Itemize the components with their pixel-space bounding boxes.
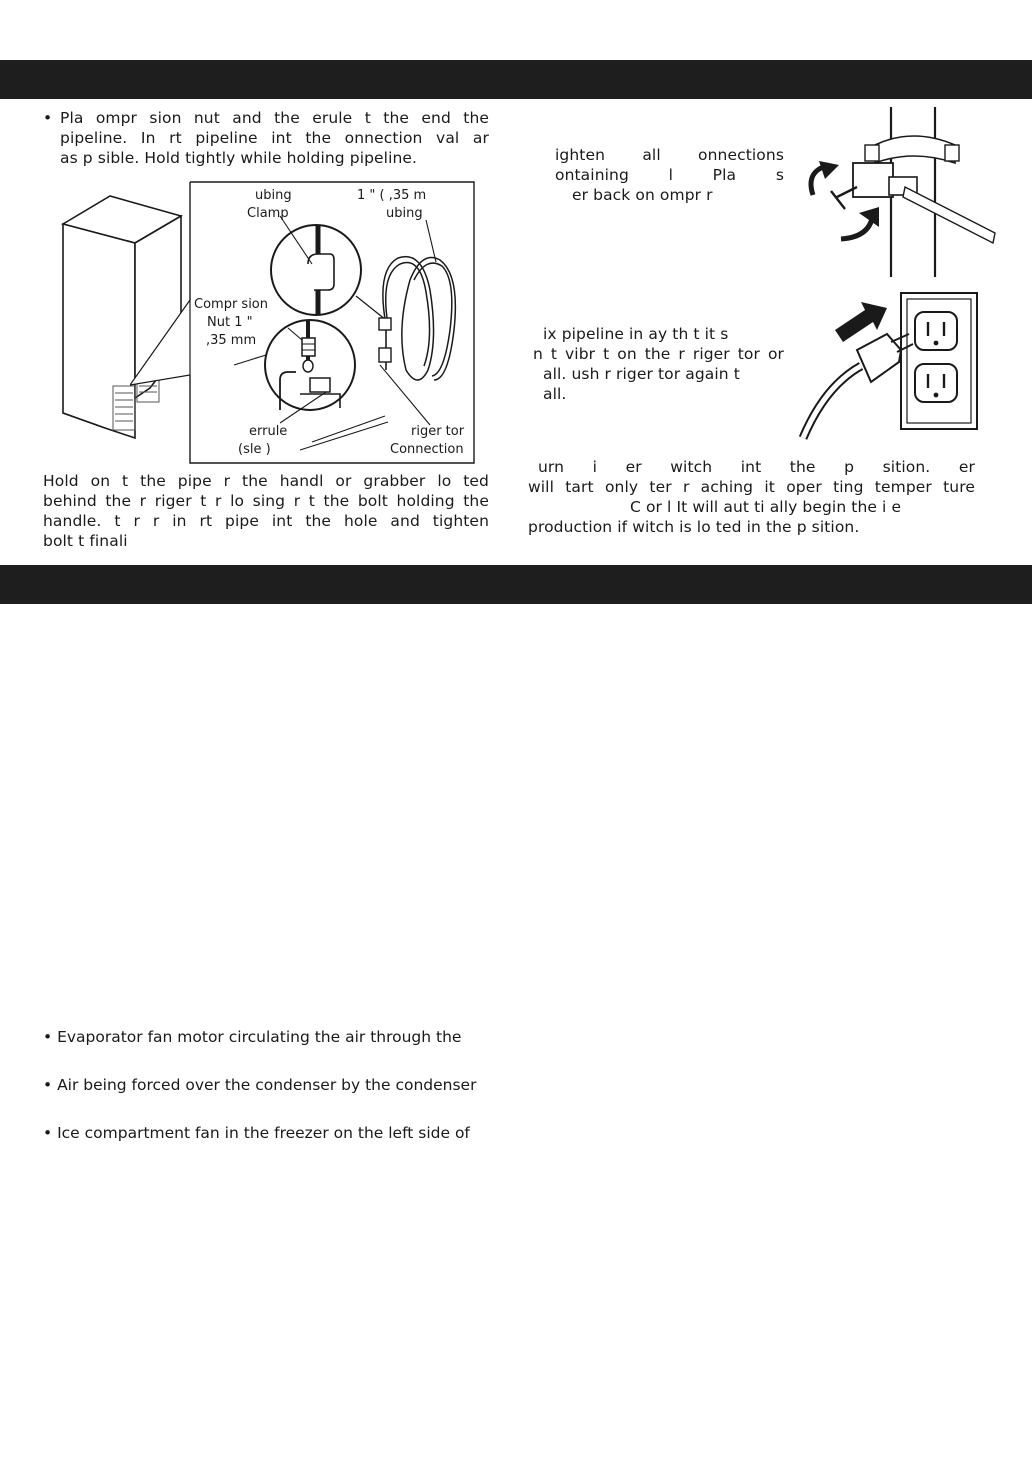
step-line: ontaining l Pla s [555,166,784,184]
list-item: • Evaporator fan motor circulating the air through the [43,1028,462,1046]
step-bullet: • [43,109,53,127]
paragraph-line: urn i er witch int the p sition. er [538,458,975,476]
label-nut: Nut 1 " [207,315,253,330]
section-header-bar-bottom [0,565,1032,604]
paragraph-line: bolt t finali [43,532,128,550]
section-header-bar-top [0,60,1032,99]
paragraph-line: behind the r riger t r lo sing r t the bolt holding the [43,492,489,510]
label-connection: Connection [390,442,464,457]
label-tubing-clamp: ubing [255,188,292,203]
label-compression: Compr sion [194,297,269,312]
fix-pipeline-step [533,324,784,404]
step-line: as p sible. Hold tightly while holding pipeline. [60,149,418,167]
paragraph-line: will tart only ter r aching it oper ting temper ture [528,478,975,496]
right-paragraph [528,457,975,537]
label-tubing-size: 1 " ( ,35 m [357,188,427,203]
label-ferrule: errule [249,424,288,439]
label-sleeve: (sle ) [238,442,271,457]
step-line: n t vibr t on the r riger tor or [533,345,784,363]
label-refrigerator: riger tor [411,424,465,439]
label-mm: ,35 mm [206,333,257,348]
list-item: • Ice compartment fan in the freezer on the left side of [43,1124,470,1142]
valve-tightening-illustration [795,105,1000,280]
list-item: • Air being forced over the condenser by the condenser [43,1076,477,1094]
connection-detail-diagram [130,180,475,465]
paragraph-line: C or l It will aut ti ally begin the i e [630,498,902,516]
step-line: ighten all onnections [555,146,784,164]
left-paragraph [43,471,489,551]
label-clamp: Clamp [247,206,289,221]
power-outlet-illustration [795,290,980,440]
paragraph-line: production if witch is lo ted in the p sition. [528,518,860,536]
step-line: er back on ompr r [572,186,713,204]
paragraph-line: Hold on t the pipe r the handl or grabber lo ted [43,472,489,490]
paragraph-line: handle. t r r in rt pipe int the hole and tighten [43,512,489,530]
label-tubing: ubing [386,206,423,221]
step-text [60,108,489,168]
step-line: ix pipeline in ay th t it s [543,325,729,343]
tighten-step [555,145,784,205]
step-line: pipeline. In rt pipeline int the onnection val ar [60,129,489,147]
step-line: all. [543,385,567,403]
step-line: Pla ompr sion nut and the erule t the end the [60,109,489,127]
step-line: all. ush r riger tor again t [543,365,740,383]
